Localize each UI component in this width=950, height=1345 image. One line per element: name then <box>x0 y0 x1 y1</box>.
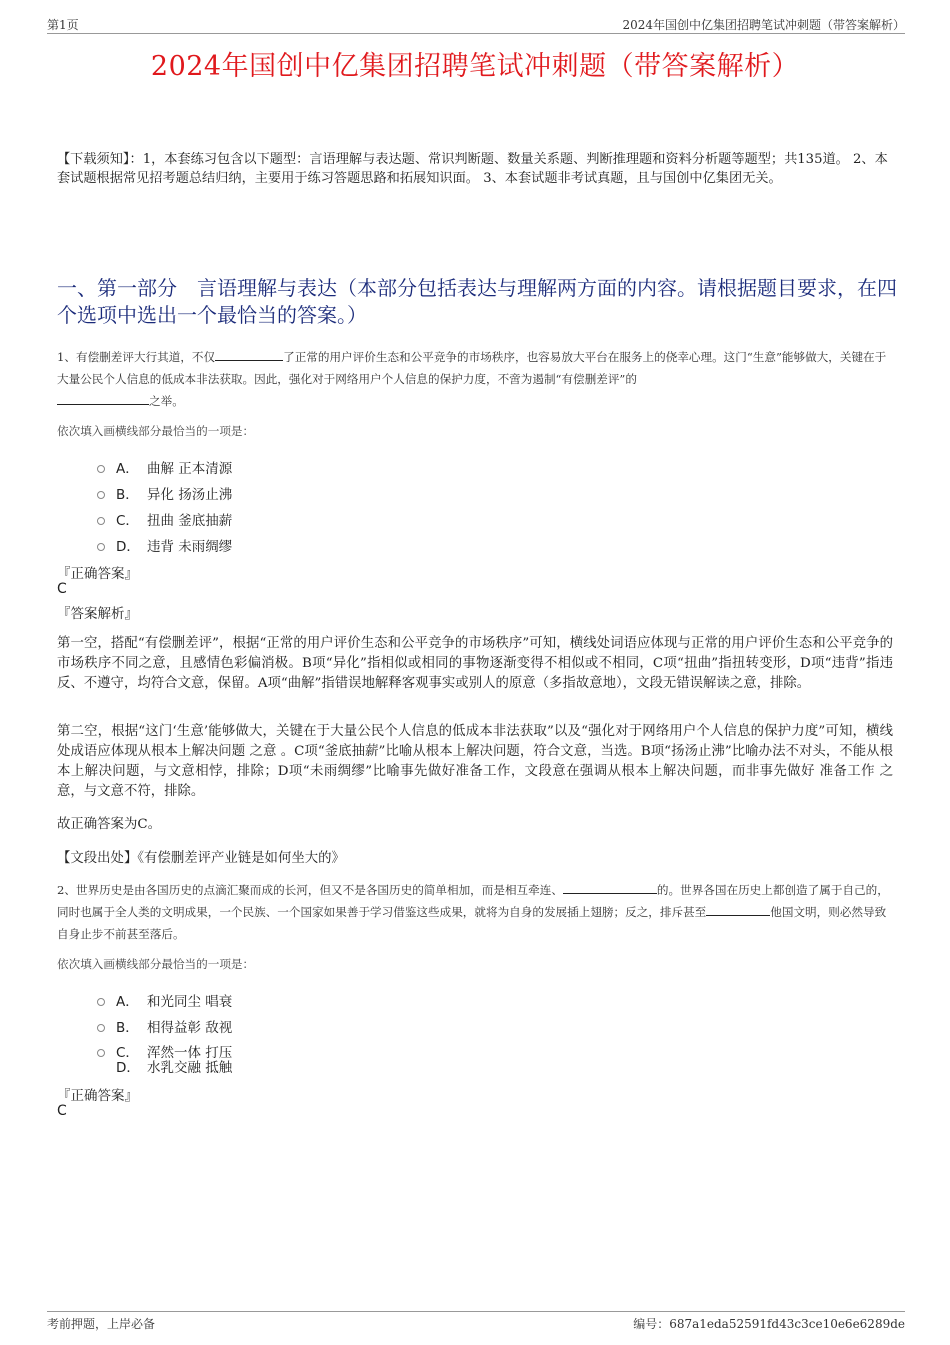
q1-source: 【文段出处】《有偿删差评产业链是如何坐大的》 <box>57 851 345 866</box>
blank-1 <box>563 880 657 894</box>
q2-answer-label: 『正确答案』 <box>57 1088 138 1104</box>
radio-icon[interactable] <box>97 517 105 525</box>
q1-analysis-paragraph-2: 第二空，根据“这门‘生意’能够做大，关键在于大量公民个人信息的低成本非法获取”以及“强化对于网络用户个人信息的保护力度”可知，横线处成语应体现从根本上解决问题 之意 。C项“釜底抽薪”比喻从根本上解决问题，符合文意，当选。B项“扬汤止沸”比喻办法不对头，不能从根本上解决问题，与文意相悖，排除；D项“未雨绸缪”比喻事先做好准备工作，文段意在强调从根本上解决问题，而非事先做好 准备工作 之意，与文意不符，排除。 <box>57 724 893 799</box>
blank-2 <box>57 391 149 405</box>
q1-option-b[interactable]: B． 异化 扬汤止沸 <box>97 483 232 503</box>
q1-answer: C <box>57 581 67 597</box>
radio-icon[interactable] <box>97 1024 105 1032</box>
q1-analysis-label: 『答案解析』 <box>57 606 138 622</box>
q1-option-a[interactable]: A． 曲解 正本清源 <box>97 457 232 477</box>
blank-2 <box>706 902 770 916</box>
q1-option-c[interactable]: C． 扭曲 釜底抽薪 <box>97 509 232 529</box>
radio-icon[interactable] <box>97 465 105 473</box>
q2-option-c[interactable]: C． 浑然一体 打压 <box>97 1041 232 1061</box>
question-1-prompt: 依次填入画横线部分最恰当的一项是： <box>57 424 255 438</box>
blank-1 <box>215 347 283 361</box>
q1-analysis-paragraph-1: 第一空，搭配“有偿删差评”，根据“正常的用户评价生态和公平竞争的市场秩序”可知，横线处词语应体现与正常的用户评价生态和公平竞争的市场秩序不同之意，且感情色彩偏消极。B项“异化”指相似或相同的事物逐渐变得不相似或不相同，C项“扭曲”指扭转变形，D项“违背”指违反、不遵守，均符合文意，保留。A项“曲解”指错误地解释客观事实或别人的原意（多指故意地），文段无错误解读之意，排除。 <box>57 636 893 691</box>
q2-option-d[interactable]: D． 水乳交融 抵触 <box>116 1060 233 1076</box>
section-title: 一、第一部分 言语理解与表达（本部分包括表达与理解两方面的内容。请根据题目要求，在四个选项中选出一个最恰当的答案。） <box>57 276 897 327</box>
q1-option-d[interactable]: D． 违背 未雨绸缪 <box>97 535 232 555</box>
download-notice: 【下载须知】：1，本套练习包含以下题型：言语理解与表达题、常识判断题、数量关系题、判断推理题和资料分析题等题型；共135道。 2、本套试题根据常见招考题总结归纳，主要用于练习答题思路和拓展知识面。 3、本套试题非考试真题，且与国创中亿集团无关。 <box>57 152 888 186</box>
question-2-text: 2、世界历史是由各国历史的点滴汇聚而成的长河，但又不是各国历史的简单相加，而是相互牵连、 的。世界各国在历史上都创造了属于自己的，同时也属于全人类的文明成果，一个民族、一个国家如果善于学习借鉴这些成果，就将为自身的发展插上翅膀；反之，排斥甚至 他国文明，则必然导致自身止步不前甚至落后。 <box>57 879 897 945</box>
footer-serial: 编号：687a1eda52591fd43c3ce10e6e6289de <box>633 1317 905 1331</box>
page-footer <box>47 1311 905 1332</box>
radio-icon[interactable] <box>97 998 105 1006</box>
radio-icon[interactable] <box>97 491 105 499</box>
question-2-prompt: 依次填入画横线部分最恰当的一项是： <box>57 957 255 971</box>
question-1-text: 1、有偿删差评大行其道，不仅 了正常的用户评价生态和公平竞争的市场秩序，也容易放大平台在服务上的侥幸心理。这门“生意”能够做大，关键在于大量公民个人信息的低成本非法获取。因此，强化对于网络用户个人信息的保护力度，不啻为遏制“有偿删差评”的 之举。 <box>57 346 897 412</box>
radio-icon[interactable] <box>97 543 105 551</box>
q2-answer: C <box>57 1103 67 1119</box>
page-number: 第1页 <box>47 18 79 32</box>
q1-conclusion: 故正确答案为C。 <box>57 817 161 832</box>
footer-slogan: 考前押题，上岸必备 <box>47 1317 156 1331</box>
document-title: 2024年国创中亿集团招聘笔试冲刺题（带答案解析） <box>150 51 800 82</box>
q2-option-b[interactable]: B． 相得益彰 敌视 <box>97 1016 232 1036</box>
header-doc-title: 2024年国创中亿集团招聘笔试冲刺题（带答案解析） <box>622 18 905 32</box>
q1-answer-label: 『正确答案』 <box>57 566 138 582</box>
page-header <box>47 15 905 34</box>
q2-option-a[interactable]: A． 和光同尘 唱衰 <box>97 990 232 1010</box>
